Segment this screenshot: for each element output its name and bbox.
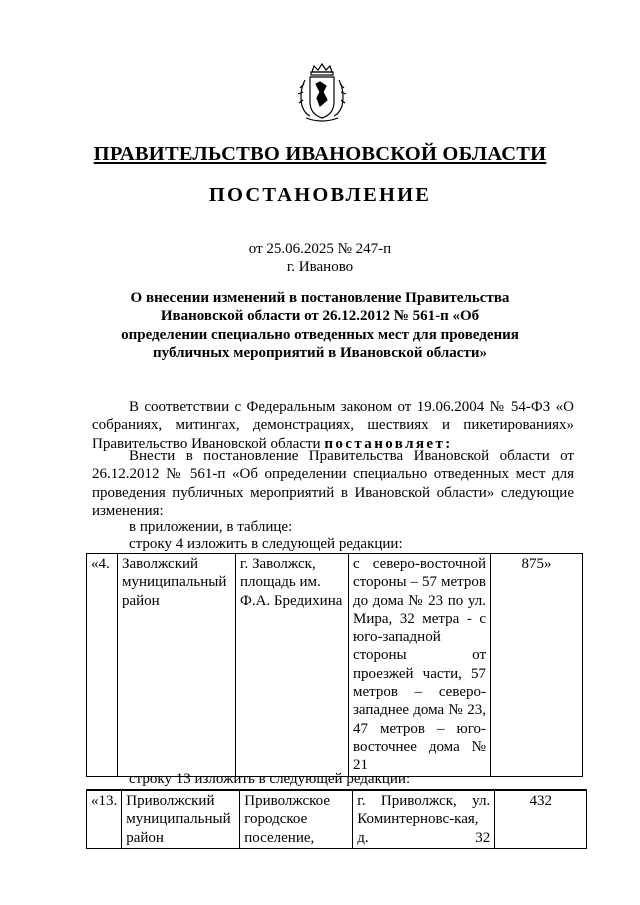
capacity-cell: 432 bbox=[495, 790, 587, 848]
row13-intro: строку 13 изложить в следующей редакции: bbox=[129, 771, 411, 787]
description-cell: с северо-восточной стороны – 57 метров до дома № 23 по ул. Мира, 32 метра - с юго-западной стороны от проезжей части, 57 метров – северо-западнее дома № 23, 47 метров – юго-восточнее дома № 21 bbox=[349, 554, 491, 777]
row4-table bbox=[86, 553, 583, 777]
document-type: ПОСТАНОВЛЕНИЕ bbox=[208, 184, 432, 206]
appendix-line: в приложении, в таблице: bbox=[129, 519, 293, 535]
date-number: от 25.06.2025 № 247-п bbox=[248, 241, 392, 257]
row4-intro: строку 4 изложить в следующей редакции: bbox=[129, 536, 403, 552]
amendment-paragraph: Внести в постановление Правительства Ивановской области от 26.12.2012 № 561-п «Об определении специально отведенных мест для проведения публичных мероприятий в Ивановской области» следующие изменения: bbox=[92, 448, 574, 519]
preamble-text: В соответствии с Федеральным законом от 19.06.2004 № 54-ФЗ «О собраниях, митингах, демонстрациях, шествиях и пикетированиях» Правительство Ивановской области bbox=[92, 399, 574, 452]
document-subject: О внесении изменений в постановление Правительства Ивановской области от 26.12.2012 № 561-п «Об определении специально отведенных мест для проведения публичных мероприятий в Ивановской области» bbox=[121, 290, 519, 362]
district-cell: Приволжский муниципальный район bbox=[122, 790, 240, 848]
table-row bbox=[87, 790, 587, 848]
preamble-paragraph bbox=[92, 398, 574, 453]
capacity-cell: 875» bbox=[491, 554, 583, 777]
place-cell: Приволжское городское поселение, bbox=[240, 790, 353, 848]
table-row bbox=[87, 554, 583, 777]
row-number: «4. bbox=[87, 554, 118, 777]
coat-of-arms-icon bbox=[296, 62, 348, 124]
row-number: «13. bbox=[87, 790, 122, 848]
row13-table bbox=[86, 789, 587, 849]
place-cell: г. Заволжск, площадь им. Ф.А. Бредихина bbox=[236, 554, 349, 777]
city: г. Иваново bbox=[286, 259, 354, 275]
resolves-word: постановляет: bbox=[324, 435, 453, 452]
district-cell: Заволжский муниципальный район bbox=[118, 554, 236, 777]
description-cell: г. Приволжск, ул. Коминтерновс-кая, д. 32 bbox=[353, 790, 495, 848]
government-title: ПРАВИТЕЛЬСТВО ИВАНОВСКОЙ ОБЛАСТИ bbox=[93, 143, 547, 165]
